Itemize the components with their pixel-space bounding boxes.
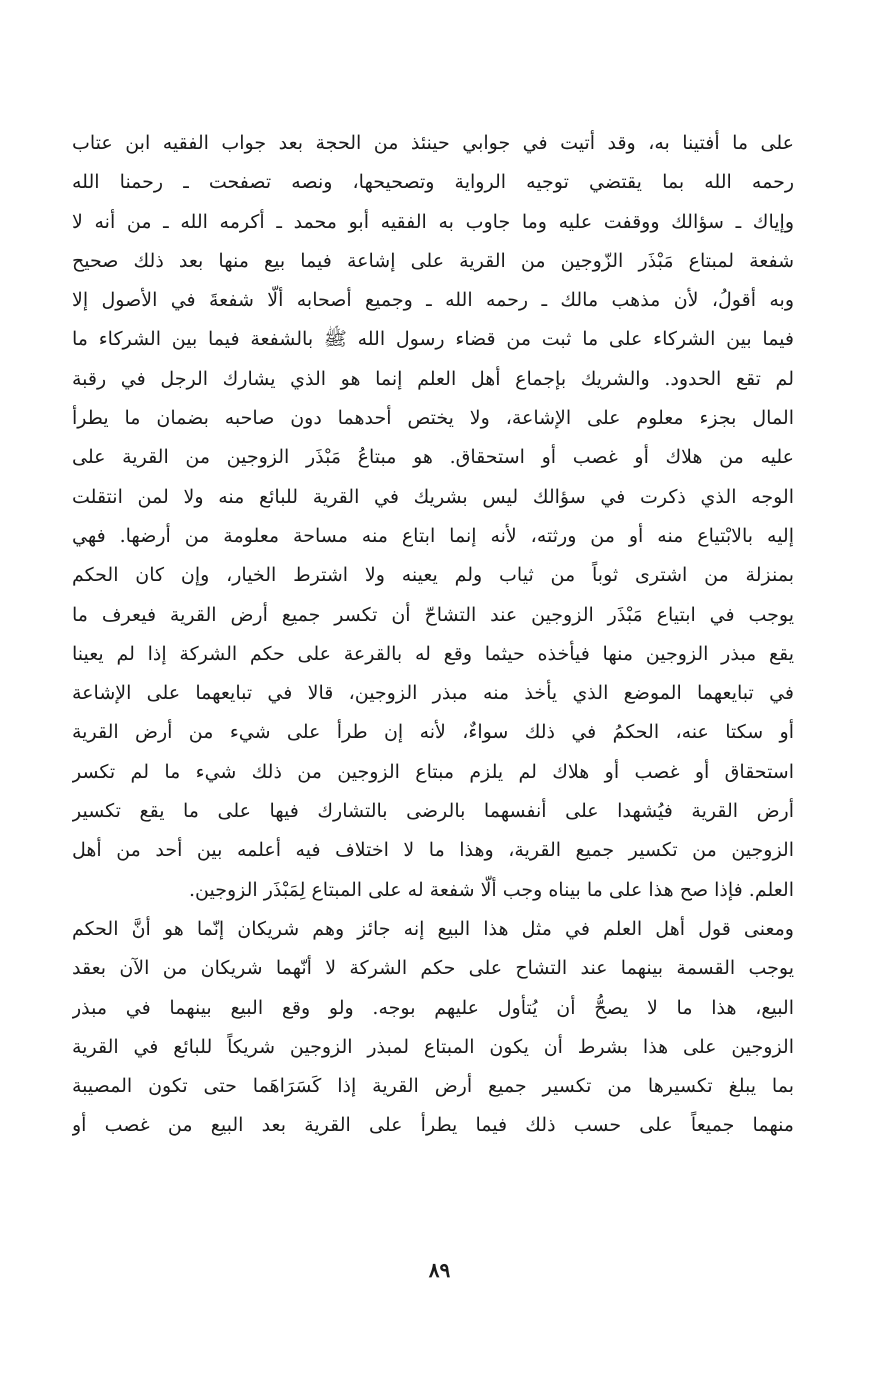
text-line: أو سكتا عنه، الحكمُ في ذلك سواءٌ، لأنه إن طرأ على شيء من أرض القرية [72,721,794,744]
body-text [72,124,794,1146]
text-line: العلم. فإذا صح هذا على ما بيناه وجب ألّا شفعة له على المبتاع لِمَبْذَر الزوجين. [189,878,794,901]
text-line: الوجه الذي ذكرت في سؤالك ليس بشريك في القرية للبائع منه ولا لمن انتقلت [72,485,794,508]
text-line: يقع مبذر الزوجين منها فيأخذه حيثما وقع له بالقرعة على حكم الشركة إذا لم يعينا [72,642,794,665]
text-line: على ما أفتينا به، وقد أتيت في جوابي حينئذ من الحجة بعد جواب الفقيه ابن عتاب [72,132,794,154]
text-line: وإياك ـ سؤالك ووقفت عليه وما جاوب به الفقيه أبو محمد ـ أكرمه الله ـ من أنه لا [72,210,794,233]
text-line: أرض القرية فيُشهدا على أنفسهما بالرضى بالتشارك فيها على ما يقع تكسير [72,800,794,823]
text-line: وبه أقولُ، لأن مذهب مالك ـ رحمه الله ـ وجميع أصحابه ألّا شفعةَ في الأصول إلا [72,289,794,312]
text-line: منهما جميعاً على حسب ذلك فيما يطرأ على القرية بعد البيع من غصب أو [72,1114,794,1137]
text-line: الزوجين على هذا بشرط أن يكون المبتاع لمبذر الزوجين شريكاً للبائع في القرية [72,1035,794,1058]
text-line: بما يبلغ تكسيرها من تكسير جميع أرض القرية إذا كَسَرَاهَما حتى تكون المصيبة [72,1075,794,1098]
text-line: المال بجزء معلوم على الإشاعة، ولا يختص أحدهما دون صاحبه بضمان ما يطرأ [72,407,794,430]
text-line: يوجب في ابتياع مَبْذَر الزوجين عند التشاحّ أن تكسر جميع أرض القرية فيعرف ما [72,603,794,626]
text-line: لم تقع الحدود. والشريك بإجماع أهل العلم إنما هو الذي يشارك الرجل في رقبة [72,367,794,390]
text-line: ومعنى قول أهل العلم في مثل هذا البيع إنه جائز وهم شريكان إنّما هو أنَّ الحكم [72,917,794,940]
text-line: رحمه الله بما يقتضي توجيه الرواية وتصحيحها، ونصه تصفحت ـ رحمنا الله [72,171,794,194]
text-line: استحقاق أو غصب أو هلاك لم يلزم مبتاع الزوجين من ذلك شيء ما لم تكسر [72,760,794,783]
text-line: البيع، هذا ما لا يصحُّ أن يُتأول عليهم بوجه. ولو وقع البيع بينهما في مبذر [72,996,794,1019]
text-line: فيما بين الشركاء على ما ثبت من قضاء رسول الله ﷺ بالشفعة فيما بين الشركاء ما [72,328,794,351]
text-line: في تبايعهما الموضع الذي يأخذ منه مبذر الزوجين، قالا في تبايعهما على الإشاعة [72,682,794,705]
text-line: بمنزلة من اشترى ثوباً من ثياب ولم يعينه ولا اشترط الخيار، وإن كان الحكم [72,564,794,587]
page-number: ٨٩ [428,1258,451,1282]
text-line: يوجب القسمة بينهما عند التشاح على حكم الشركة لا أنّهما شريكان من الآن بعقد [72,957,794,980]
text-line: شفعة لمبتاع مَبْذَر الزّوجين من القرية على إشاعة فيما بيع منها بعد ذلك صحيح [72,249,794,272]
text-line: الزوجين من تكسير جميع القرية، وهذا ما لا اختلاف فيه أعلمه بين أحد من أهل [72,839,794,862]
text-line: عليه من هلاك أو غصب أو استحقاق. هو مبتاعُ مَبْذَر الزوجين من القرية على [72,446,794,469]
text-line: إليه بالابْتياع منه أو من ورثته، لأنه إنما ابتاع منه مساحة معلومة من أرضها. فهي [72,524,794,547]
